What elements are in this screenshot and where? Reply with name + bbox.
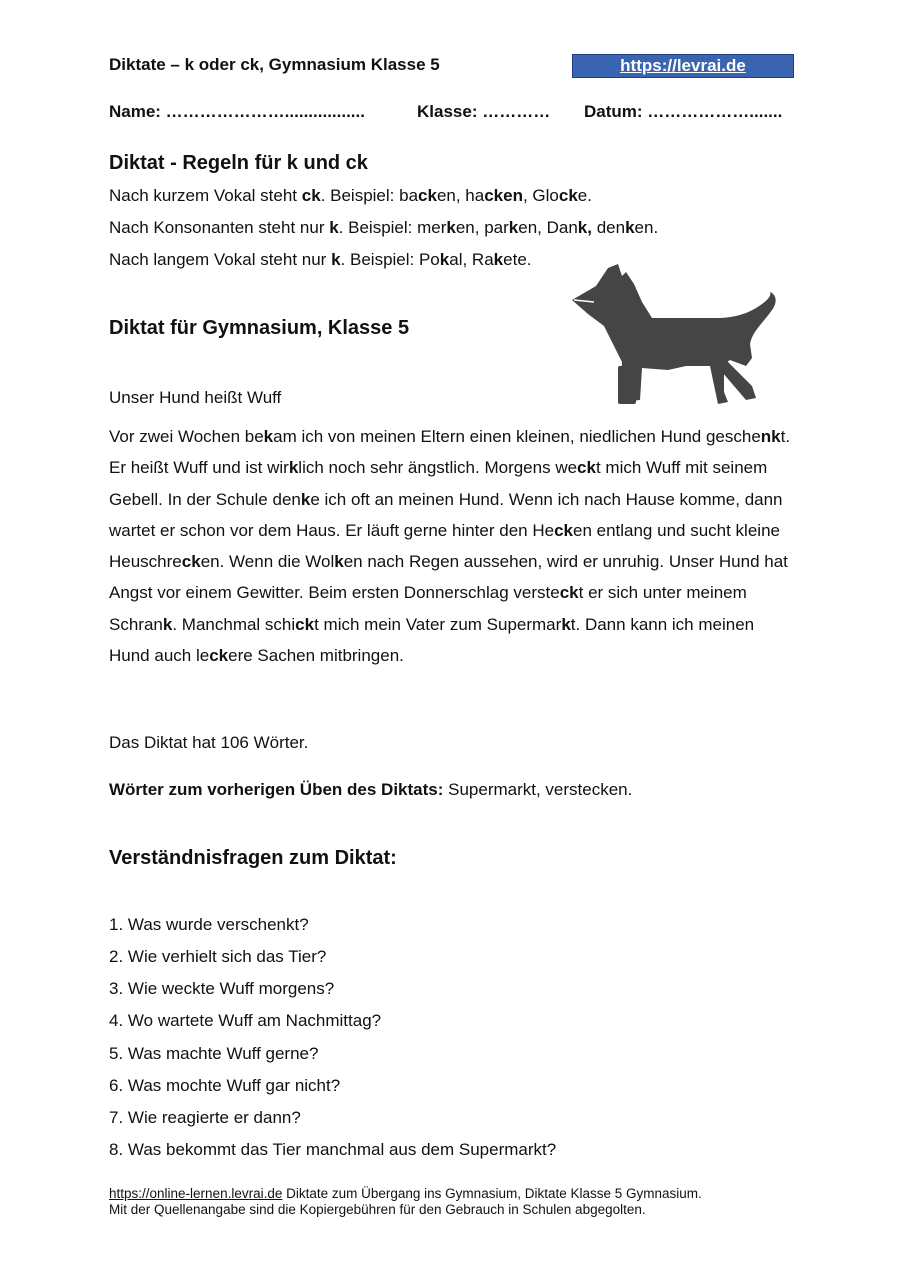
footer-line-2: Mit der Quellenangabe sind die Kopiergebühren für den Gebrauch in Schulen abgegolten. xyxy=(109,1202,646,1217)
text-run: e. xyxy=(577,186,592,205)
text-run: en, par xyxy=(455,218,509,237)
bold-letters: k xyxy=(493,250,504,269)
text-run: Nach Konsonanten steht nur xyxy=(109,218,330,237)
text-run: t mich Wuff mit seinem Gebell. In der Schule den xyxy=(109,458,768,509)
practice-words xyxy=(109,780,632,800)
class-field: Klasse: ………… xyxy=(417,102,551,121)
bold-letters: k xyxy=(331,250,341,269)
text-run: t. Er heißt Wuff und ist wir xyxy=(109,427,791,478)
practice-list: Supermarkt, verstecken. xyxy=(443,780,633,799)
bold-letters: k xyxy=(439,250,450,269)
text-run: en nach Regen aussehen, wird er unruhig. Unser Hund hat Angst vor einem Gewitter. Beim ersten Donnerschlag verste xyxy=(109,552,788,603)
footer-line-1: Diktate zum Übergang ins Gymnasium, Diktate Klasse 5 Gymnasium. xyxy=(282,1186,702,1201)
bold-letters: cken xyxy=(484,186,523,205)
text-run: . Manchmal schi xyxy=(172,614,296,634)
text-run: . Beispiel: ba xyxy=(320,186,419,205)
question-item: 5. Was machte Wuff gerne? xyxy=(109,1044,319,1063)
bold-letters: k, xyxy=(577,218,592,237)
bold-letters: k xyxy=(300,489,311,509)
bold-letters: k xyxy=(446,218,456,237)
bold-letters: ck xyxy=(554,520,573,540)
bold-letters: k xyxy=(288,458,299,478)
text-run: t. Dann kann ich meinen Hund auch le xyxy=(109,614,755,666)
bold-letters: ck xyxy=(301,186,321,205)
text-run: Vor zwei Wochen be xyxy=(109,427,264,446)
dog-icon xyxy=(566,262,778,408)
rule-line-1 xyxy=(109,186,592,206)
website-link-box[interactable] xyxy=(572,54,794,78)
text-run: en, Dan xyxy=(518,218,578,237)
question-item: 4. Wo wartete Wuff am Nachmittag? xyxy=(109,1011,382,1030)
bold-letters: k xyxy=(329,218,339,237)
rule-line-3 xyxy=(109,250,532,270)
bold-letters: k xyxy=(162,614,173,634)
text-run: en. xyxy=(634,218,659,237)
text-run: en, ha xyxy=(436,186,485,205)
name-field: Name: …………………................. xyxy=(109,102,365,121)
text-run: , Glo xyxy=(522,186,559,205)
diktat-title: Unser Hund heißt Wuff xyxy=(109,388,282,407)
text-run: lich noch sehr ängstlich. Morgens we xyxy=(298,458,578,478)
bold-letters: ck xyxy=(209,646,229,666)
bold-letters: ck xyxy=(295,614,315,634)
question-item: 1. Was wurde verschenkt? xyxy=(109,915,309,934)
rules-heading: Diktat - Regeln für k und ck xyxy=(109,152,368,174)
text-run: e ich oft an meinen Hund. Wenn ich nach Hause komme, dann wartet er schon vor dem Haus. Er läuft gerne hinter den He xyxy=(109,489,783,540)
bold-letters: nk xyxy=(760,427,781,446)
word-count: Das Diktat hat 106 Wörter. xyxy=(109,733,309,752)
text-run: t er sich unter meinem Schran xyxy=(109,583,747,634)
text-run: en. Wenn die Wol xyxy=(200,552,335,572)
bold-letters: ck xyxy=(418,186,437,205)
question-item: 3. Wie weckte Wuff morgens? xyxy=(109,979,335,998)
bold-letters: ck xyxy=(577,458,596,478)
bold-letters: ck xyxy=(181,552,201,572)
practice-label: Wörter zum vorherigen Üben des Diktats: xyxy=(109,780,444,799)
text-run: den xyxy=(591,218,626,237)
text-run: en entlang und sucht kleine Heuschre xyxy=(109,520,780,572)
date-field: Datum: ………………....... xyxy=(584,102,783,121)
text-run: t mich mein Vater zum Supermar xyxy=(314,614,562,634)
question-item: 7. Wie reagierte er dann? xyxy=(109,1108,301,1127)
question-item: 6. Was mochte Wuff gar nicht? xyxy=(109,1076,341,1095)
website-link[interactable]: https://levrai.de xyxy=(620,56,746,75)
bold-letters: k xyxy=(625,218,635,237)
text-run: ete. xyxy=(503,250,532,269)
footer xyxy=(109,1186,702,1218)
text-run: am ich von meinen Eltern einen kleinen, niedlichen Hund gesche xyxy=(273,427,761,446)
text-run: al, Ra xyxy=(449,250,494,269)
question-item: 8. Was bekommt das Tier manchmal aus dem Supermarkt? xyxy=(109,1140,557,1159)
bold-letters: k xyxy=(263,427,274,446)
bold-letters: k xyxy=(561,614,571,634)
rule-line-2 xyxy=(109,218,658,238)
bold-letters: k xyxy=(334,552,344,572)
text-run: . Beispiel: mer xyxy=(338,218,447,237)
document-title: Diktate – k oder ck, Gymnasium Klasse 5 xyxy=(109,55,440,74)
text-run: Nach kurzem Vokal steht xyxy=(109,186,302,205)
bold-letters: k xyxy=(508,218,519,237)
diktat-text xyxy=(109,421,799,671)
footer-link[interactable]: https://online-lernen.levrai.de xyxy=(109,1186,283,1201)
bold-letters: ck xyxy=(558,186,578,205)
text-run: ere Sachen mitbringen. xyxy=(228,646,404,666)
question-item: 2. Wie verhielt sich das Tier? xyxy=(109,947,327,966)
diktat-heading: Diktat für Gymnasium, Klasse 5 xyxy=(109,317,410,339)
bold-letters: ck xyxy=(559,583,579,603)
questions-heading: Verständnisfragen zum Diktat: xyxy=(109,847,397,869)
text-run: . Beispiel: Po xyxy=(340,250,440,269)
text-run: Nach langem Vokal steht nur xyxy=(109,250,332,269)
